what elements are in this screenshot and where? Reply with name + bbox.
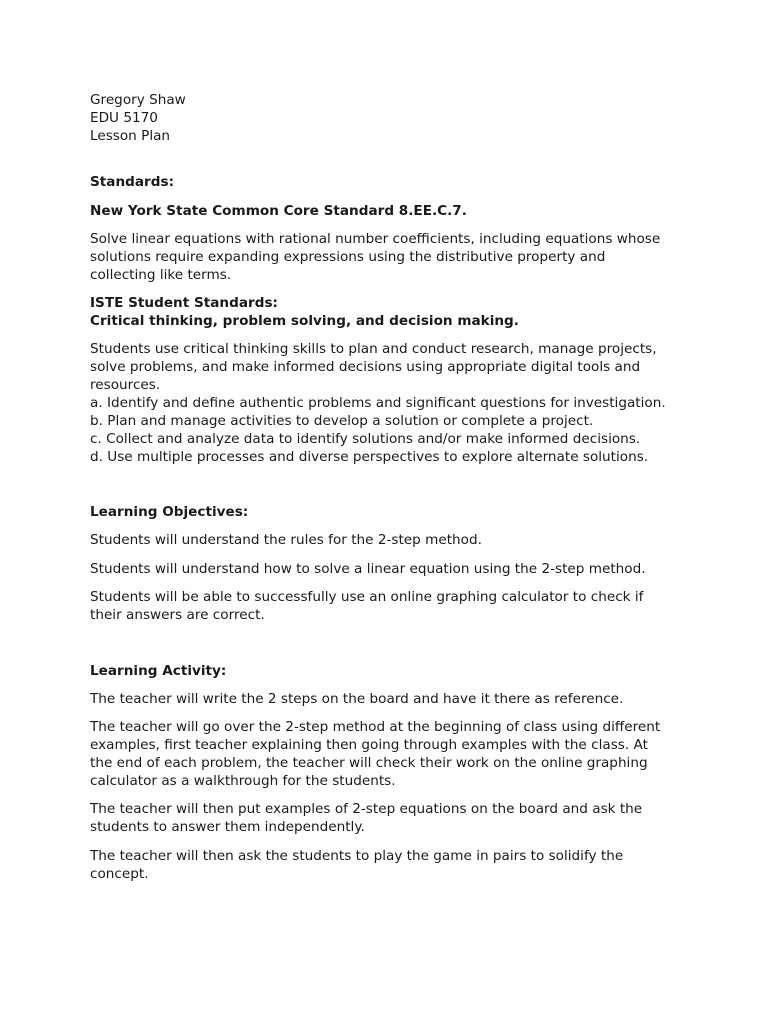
iste-list-item-c: c. Collect and analyze data to identify solutions and/or make informed decisions. <box>90 431 641 447</box>
standards-heading: Standards: <box>90 174 175 190</box>
activity-paragraph-line: calculator as a walkthrough for the students. <box>90 773 396 789</box>
ny-standard-body-line: collecting like terms. <box>90 267 232 283</box>
objective-paragraph-line: Students will be able to successfully use an online graphing calculator to check if <box>90 589 644 605</box>
objective-paragraph: Students will understand how to solve a linear equation using the 2-step method. <box>90 561 646 577</box>
activity-paragraph-line: the end of each problem, the teacher will check their work on the online graphing <box>90 755 648 771</box>
iste-subtitle: Critical thinking, problem solving, and decision making. <box>90 313 519 329</box>
activity-paragraph-line: students to answer them independently. <box>90 819 365 835</box>
objectives-heading: Learning Objectives: <box>90 504 249 520</box>
document-type: Lesson Plan <box>90 128 171 144</box>
iste-list-item-b: b. Plan and manage activities to develop a solution or complete a project. <box>90 413 594 429</box>
author-name: Gregory Shaw <box>90 92 186 108</box>
course-code: EDU 5170 <box>90 110 158 126</box>
activity-paragraph-line: The teacher will go over the 2-step method at the beginning of class using different <box>90 719 661 735</box>
activity-heading: Learning Activity: <box>90 663 227 679</box>
objective-paragraph-line: their answers are correct. <box>90 607 265 623</box>
iste-title: ISTE Student Standards: <box>90 295 278 311</box>
ny-standard-title: New York State Common Core Standard 8.EE.C.7. <box>90 203 467 219</box>
iste-list-item-a: a. Identify and define authentic problems and significant questions for investigation. <box>90 395 666 411</box>
activity-paragraph: The teacher will write the 2 steps on the board and have it there as reference. <box>90 691 624 707</box>
iste-body-line: Students use critical thinking skills to plan and conduct research, manage projects, <box>90 341 657 357</box>
ny-standard-body-line: solutions require expanding expressions using the distributive property and <box>90 249 606 265</box>
objective-paragraph: Students will understand the rules for the 2-step method. <box>90 532 482 548</box>
iste-body-line: resources. <box>90 377 161 393</box>
activity-paragraph-line: The teacher will then put examples of 2-step equations on the board and ask the <box>90 801 643 817</box>
activity-paragraph-line: examples, first teacher explaining then going through examples with the class. At <box>90 737 648 753</box>
activity-paragraph-line: concept. <box>90 866 149 882</box>
iste-body-line: solve problems, and make informed decisions using appropriate digital tools and <box>90 359 641 375</box>
ny-standard-body-line: Solve linear equations with rational number coefficients, including equations whose <box>90 231 661 247</box>
iste-list-item-d: d. Use multiple processes and diverse perspectives to explore alternate solutions. <box>90 449 649 465</box>
activity-paragraph-line: The teacher will then ask the students to play the game in pairs to solidify the <box>90 848 624 864</box>
